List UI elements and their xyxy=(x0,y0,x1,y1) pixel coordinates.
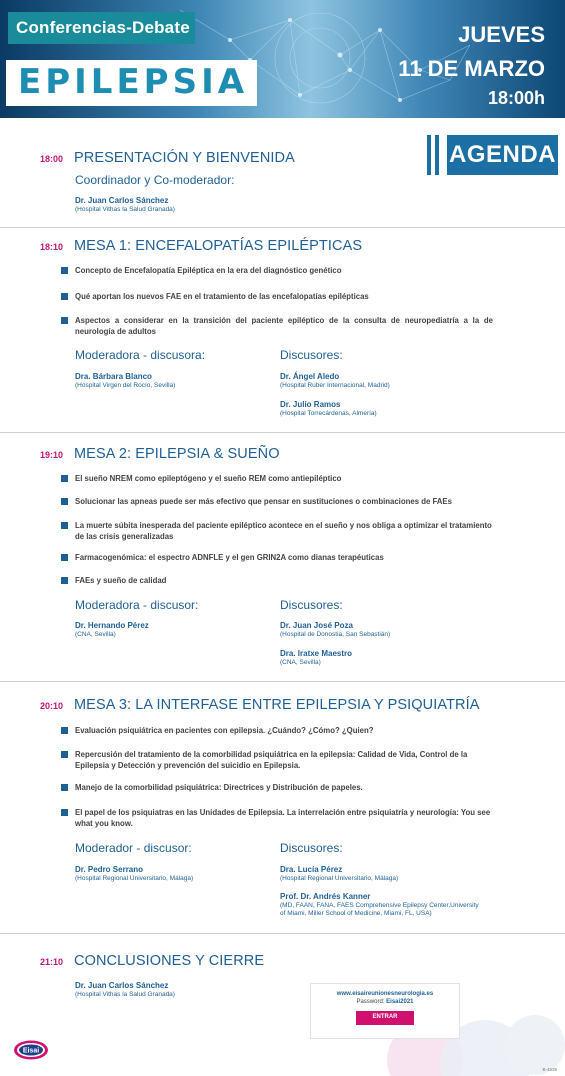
section-divider xyxy=(0,933,565,934)
topic-item: Aspectos a considerar en la transición del paciente epiléptico de la consulta de neuropediatría a la de neurología de adultos xyxy=(75,316,493,336)
role-label: Coordinador y Co-moderador: xyxy=(75,173,235,187)
agenda-stripe xyxy=(435,135,439,175)
session-time: 18:10 xyxy=(40,242,64,252)
discussant-name: Dra. Lucía Pérez xyxy=(280,865,343,874)
topic-item: Farmacogenómica: el espectro ADNFLE y el gen GRIN2A como dianas terapéuticas xyxy=(75,553,384,562)
discussant-name: Dra. Iratxe Maestro xyxy=(280,649,353,658)
bullet-marker xyxy=(61,809,68,816)
password-label: Password: xyxy=(356,999,385,1005)
session-title: MESA 1: ENCEFALOPATÍAS EPILÉPTICAS xyxy=(74,238,363,254)
header-banner xyxy=(0,0,565,118)
topic-item: Manejo de la comorbilidad psiquiátrica: Directrices y Distribución de papeles. xyxy=(75,783,363,792)
topic-item: La muerte súbita inesperada del paciente epiléptico acontece en el sueño y nos obliga a optimizar el tratamiento de las crisis generalizadas xyxy=(75,521,492,541)
speaker-name: Dr. Juan Carlos Sánchez xyxy=(75,196,169,205)
event-day: JUEVES xyxy=(458,22,545,47)
discussant-institution: (Hospital Ruber Internacional, Madrid) xyxy=(280,382,390,389)
topic-item: Qué aportan los nuevos FAE en el tratamiento de las encefalopatías epilépticas xyxy=(75,292,369,301)
topic-item: El papel de los psiquiatras en las Unidades de Epilepsia. La interrelación entre psiquiatría y neurología: You see what you know. xyxy=(75,808,491,828)
discussants-label: Discusores: xyxy=(280,598,343,612)
eisai-logo xyxy=(13,1040,49,1060)
enter-button[interactable]: ENTRAR xyxy=(356,1011,414,1025)
moderator-institution: (Hospital Virgen del Rocío, Sevilla) xyxy=(75,382,176,389)
bullet-marker xyxy=(61,498,68,505)
moderator-label: Moderadora - discusora: xyxy=(75,348,206,362)
discussants-label: Discusores: xyxy=(280,348,343,362)
topic-item: El sueño NREM como epileptógeno y el sueño REM como antiepiléptico xyxy=(75,474,342,483)
session-title: PRESENTACIÓN Y BIENVENIDA xyxy=(74,150,295,166)
event-hour: 18:00h xyxy=(487,88,545,108)
section-divider xyxy=(0,681,565,682)
event-date: 11 DE MARZO xyxy=(398,56,545,81)
bullet-marker xyxy=(61,577,68,584)
bullet-marker xyxy=(61,267,68,274)
session-time: 21:10 xyxy=(40,957,64,967)
bullet-marker xyxy=(61,522,68,529)
discussant-name: Dr. Juan José Poza xyxy=(280,621,353,630)
session-title: CONCLUSIONES Y CIERRE xyxy=(74,953,265,969)
moderator-name: Dr. Hernando Pérez xyxy=(75,621,149,630)
access-box xyxy=(310,983,460,1039)
document-code: B-4538 xyxy=(542,1067,557,1072)
website-link[interactable]: www.eisaireunionesneurologia.es xyxy=(336,991,434,997)
speaker-name: Dr. Juan Carlos Sánchez xyxy=(75,981,169,990)
moderator-name: Dra. Bárbara Blanco xyxy=(75,372,152,381)
discussants-label: Discusores: xyxy=(280,841,343,855)
topic-item: FAEs y sueño de calidad xyxy=(75,576,167,585)
moderator-name: Dr. Pedro Serrano xyxy=(75,865,144,874)
topic-item: Evaluación psiquiátrica en pacientes con epilepsia. ¿Cuándo? ¿Cómo? ¿Quien? xyxy=(75,726,374,735)
moderator-institution: (Hospital Regional Universitario, Málaga) xyxy=(75,875,194,882)
logo-text: Eisai xyxy=(22,1047,40,1055)
session-title: MESA 2: EPILEPSIA & SUEÑO xyxy=(74,446,280,462)
session-time: 19:10 xyxy=(40,450,64,460)
discussant-institution: (CNA, Sevilla) xyxy=(280,659,321,666)
series-badge: Conferencias-Debate xyxy=(8,12,195,44)
discussant-institution: (Hospital de Donostia, San Sebastián) xyxy=(280,631,391,638)
bullet-marker xyxy=(61,317,68,324)
section-divider xyxy=(0,227,565,228)
discussant-name: Dr. Ángel Aledo xyxy=(280,372,340,381)
moderator-institution: (CNA, Sevilla) xyxy=(75,631,116,638)
discussant-name: Dr. Julio Ramos xyxy=(280,400,341,409)
session-title: MESA 3: LA INTERFASE ENTRE EPILEPSIA Y PSIQUIATRÍA xyxy=(74,697,480,713)
session-time: 18:00 xyxy=(40,154,64,164)
password-line xyxy=(311,999,459,1005)
speaker-institution: (Hospital Vithas la Salud Granada) xyxy=(75,206,175,213)
bullet-marker xyxy=(61,784,68,791)
bullet-marker xyxy=(61,475,68,482)
discussant-institution: (MD, FAAN, FANA, FAES Comprehensive Epilepsy Center,University xyxy=(280,902,479,909)
topic-item: Solucionar las apneas puede ser más efectivo que pensar en sustituciones o combinaciones de FAEs xyxy=(75,497,452,506)
discussant-institution: of Miami, Miller School of Medicine, Miami, FL, USA) xyxy=(280,910,432,917)
bullet-marker xyxy=(61,293,68,300)
topic-item: Repercusión del tratamiento de la comorbilidad psiquiátrica en la epilepsia: Calidad de Vida, Control de la Epilepsia y Detección y prevención del suicidio en Epilepsia. xyxy=(75,750,468,770)
topic-item: Concepto de Encefalopatía Epiléptica en la era del diagnóstico genético xyxy=(75,266,342,275)
event-title: EPILEPSIA xyxy=(6,60,257,106)
agenda-stripe xyxy=(427,135,431,175)
bullet-marker xyxy=(61,751,68,758)
section-divider xyxy=(0,432,565,433)
moderator-label: Moderadora - discusor: xyxy=(75,598,199,612)
discussant-institution: (Hospital Regional Universitario, Málaga) xyxy=(280,875,399,882)
speaker-institution: (Hospital Vithas la Salud Granada) xyxy=(75,991,175,998)
discussant-name: Prof. Dr. Andrés Kanner xyxy=(280,892,371,901)
agenda-label: AGENDA xyxy=(447,135,558,175)
moderator-label: Moderador - discusor: xyxy=(75,841,192,855)
session-time: 20:10 xyxy=(40,701,64,711)
password-value: Eisai2021 xyxy=(386,999,414,1005)
bullet-marker xyxy=(61,727,68,734)
discussant-institution: (Hospital Torrecárdenas, Almería) xyxy=(280,410,377,417)
bullet-marker xyxy=(61,554,68,561)
